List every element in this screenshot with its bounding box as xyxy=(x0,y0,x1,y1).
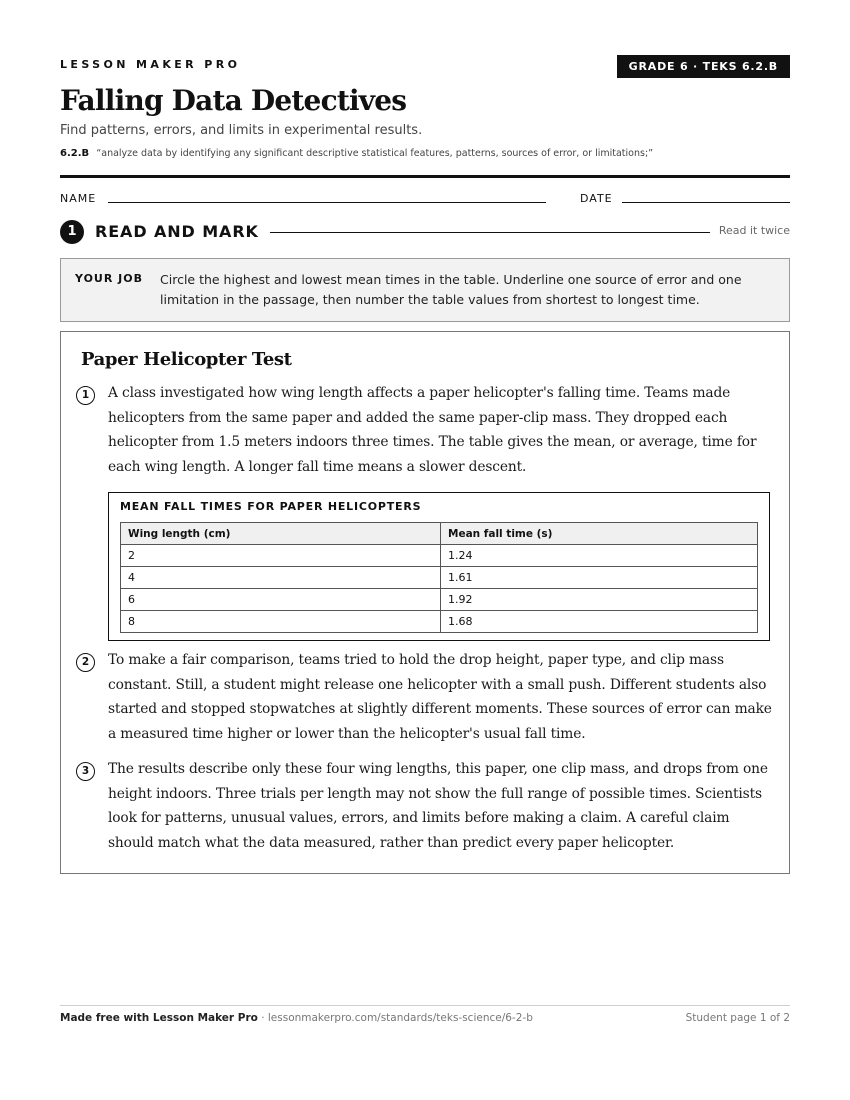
data-table xyxy=(120,522,758,633)
instructions-label: YOUR JOB xyxy=(75,272,143,285)
column-header-mean-fall-time: Mean fall time (s) xyxy=(441,523,758,545)
worksheet-title: Falling Data Detectives xyxy=(60,84,407,117)
table-cell: 1.24 xyxy=(441,545,758,567)
table-cell: 8 xyxy=(121,611,441,633)
footer-made-with: Made free with Lesson Maker Pro xyxy=(60,1012,258,1024)
passage-paragraph: The results describe only these four wing lengths, this paper, one clip mass, and drops from one height indoors. Three trials per length may not show the full range of possible times. Scientists look for patterns, unusual values, errors, and limits before making a claim. A careful claim should match what the data measured, rather than predict every paper helicopter. xyxy=(108,761,768,851)
footer-credit xyxy=(60,1012,533,1024)
table-cell: 1.92 xyxy=(441,589,758,611)
standard-code: 6.2.B xyxy=(60,148,90,159)
table-row xyxy=(121,567,758,589)
passage-paragraph: To make a fair comparison, teams tried to hold the drop height, paper type, and clip mass constant. Still, a student might release one helicopter with a small push. Different students also started and stopped stopwatches at slightly different moments. These sources of error can make a measured time higher or lower than the helicopter's usual fall time. xyxy=(108,652,772,742)
table-header-row xyxy=(121,523,758,545)
name-label: NAME xyxy=(60,192,97,205)
standard-text: “analyze data by identifying any significant descriptive statistical features, patterns, sources of error, or limitations;” xyxy=(96,148,654,159)
section-number-badge: 1 xyxy=(60,220,84,244)
footer-page-number: Student page 1 of 2 xyxy=(685,1012,790,1024)
table-row xyxy=(121,589,758,611)
name-field[interactable] xyxy=(108,202,546,203)
date-field[interactable] xyxy=(622,202,790,203)
column-header-wing-length: Wing length (cm) xyxy=(121,523,441,545)
footer-divider xyxy=(60,1005,790,1006)
table-row xyxy=(121,545,758,567)
date-label: DATE xyxy=(580,192,613,205)
section-divider xyxy=(270,232,710,233)
brand-name: LESSON MAKER PRO xyxy=(60,58,241,71)
table-caption: MEAN FALL TIMES FOR PAPER HELICOPTERS xyxy=(120,500,422,513)
paragraph-number-badge: 2 xyxy=(76,653,95,672)
paragraph-number-badge: 1 xyxy=(76,386,95,405)
table-cell: 1.61 xyxy=(441,567,758,589)
worksheet-subtitle: Find patterns, errors, and limits in experimental results. xyxy=(60,123,423,138)
top-bar xyxy=(60,55,790,79)
section-note: Read it twice xyxy=(718,224,790,237)
instructions-box xyxy=(60,258,790,322)
reading-passage xyxy=(60,331,790,874)
instructions-text: Circle the highest and lowest mean times in the table. Underline one source of error and one limitation in the passage, then number the table values from shortest to longest time. xyxy=(160,272,742,307)
passage-paragraph: A class investigated how wing length affects a paper helicopter's falling time. Teams made helicopters from the same paper and added the same paper-clip mass. They dropped each helicopter from 1.5 meters indoors three times. The table gives the mean, or average, time for each wing length. A longer fall time means a slower descent. xyxy=(108,385,757,475)
student-fields xyxy=(60,192,790,208)
table-cell: 1.68 xyxy=(441,611,758,633)
section-heading xyxy=(60,220,790,244)
footer-url[interactable]: · lessonmakerpro.com/standards/teks-science/6-2-b xyxy=(257,1012,533,1024)
paragraph-number-badge: 3 xyxy=(76,762,95,781)
table-cell: 6 xyxy=(121,589,441,611)
table-cell: 2 xyxy=(121,545,441,567)
passage-title: Paper Helicopter Test xyxy=(81,349,292,370)
section-title: READ AND MARK xyxy=(95,222,259,241)
header-divider xyxy=(60,175,790,178)
table-row xyxy=(121,611,758,633)
data-table-box xyxy=(108,492,770,641)
grade-badge: GRADE 6 · TEKS 6.2.B xyxy=(617,55,790,78)
table-cell: 4 xyxy=(121,567,441,589)
standard-line xyxy=(60,148,800,159)
